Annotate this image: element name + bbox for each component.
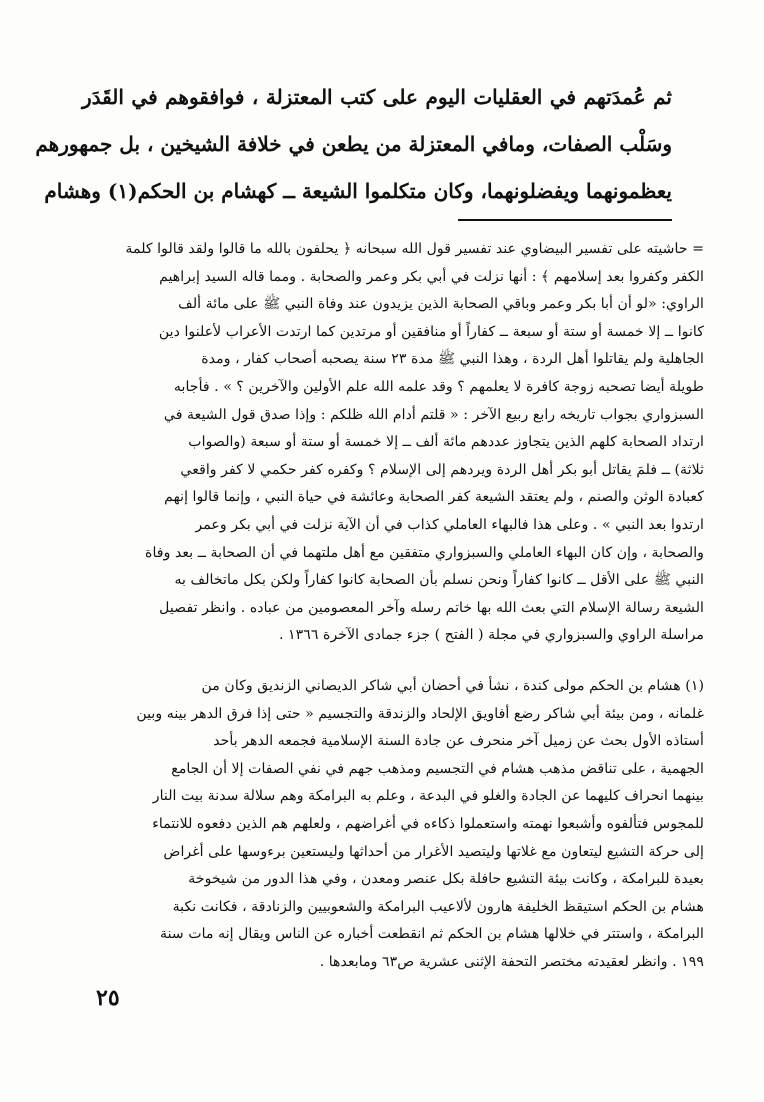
footnote-line: (١) هشام بن الحكم مولى كندة ، نشأ في أحضان أبي شاكر الديصاني الزنديق وكان من	[201, 678, 704, 694]
footnote-1	[56, 673, 704, 977]
footnote-line: الشيعة رسالة الإسلام التي بعث الله بها خاتم رسله وآخر المعصومين من عباده . وانظر تفصيل	[159, 599, 704, 616]
footnote-line: السبزواري بجواب تاريخه رابع ربيع الآخر : « قلتم أدام الله ظلكم : وإذا صدق قول الشيعة في	[163, 406, 704, 423]
footnote-line: كانوا ــ إلا خمسة أو ستة أو سبعة ــ كفاراً أو منافقين أو مرتدين كما ارتدت الأعراب لأعلنوا دين	[158, 323, 704, 340]
main-text-line: وسَلْب الصفات، ومافي المعتزلة من يطعن في خلافة الشيخين ، بل جمهورهم	[35, 132, 672, 156]
main-text-line: ثم عُمدَتهم في العقليات اليوم على كتب المعتزلة ، فوافقوهم في القَدَر	[82, 85, 672, 109]
footnote-line: ١٩٩ . وانظر لعقيدته مختصر التحفة الإثنى عشرية ص٦٣ ومابعدها .	[319, 953, 704, 970]
footnote-line: كعبادة الوثن والصنم ، ولم يعتقد الشيعة كفر الصحابة وعائشة في حياة النبي ، وإنما قالوا إنهم	[164, 489, 704, 506]
footnote-line: بعيدة للبرامكة ، وكانت بيئة التشيع حافلة بكل عنصر ومعدن ، وفي هذا الدور من شيخوخة	[188, 871, 704, 888]
footnote-line: ارتدوا بعد النبي » . وعلى هذا فالبهاء العاملي كذاب في أن الآية نزلت في أبي بكر وعمر	[195, 516, 704, 533]
footnote-line: غلمانه ، ومن بيئة أبي شاكر رضع أفاويق الإلحاد والزندقة والتجسيم « حتى إذا فرق الدهر بينه وبين	[136, 705, 704, 722]
footnote-line: الكفر وكفروا بعد إسلامهم ﴾ : أنها نزلت في أبي بكر وعمر والصحابة . ومما قاله السيد إبراهيم	[159, 268, 704, 285]
footnote-line: النبي ﷺ على الأقل ــ كانوا كفاراً ونحن نسلم بأن الصحابة كانوا كفاراً ولكن بكل ماتخالف به	[174, 572, 704, 589]
footnote-line: الراوي: «لو أن أبا بكر وعمر وباقي الصحابة الذين يزيدون عند وفاة النبي ﷺ على مائة ألف	[178, 296, 704, 313]
footnote-line: والصحابة ، وإن كان البهاء العاملي والسبزواري متفقين مع أهل ملتهما في أن الصحابة ــ بعد وفاة	[145, 544, 704, 561]
footnote-line: ارتداد الصحابة كلهم الذين يتجاوز عددهم مائة ألف ــ إلا خمسة أو ستة أو سبعة (والصواب	[188, 434, 704, 451]
footnote-line: بينهما انحراف كليهما عن الجادة والغلو في البدعة ، وعلم به البرامكة وهم سلالة سدنة بيت النار	[152, 788, 704, 805]
footnote-separator	[458, 219, 672, 221]
footnote-line: للمجوس فتألفوه وأشبعوا نهمته واستعملوا ذكاءه في أغراضهم ، ولعلهم هم الذين دفعوه للانتماء	[152, 815, 704, 832]
footnote-line: هشام بن الحكم استيقظ الخليفة هارون لألاعيب البرامكة والشعوبيين والزنادقة ، فكانت نكبة	[172, 898, 704, 915]
footnote-line: = حاشيته على تفسير البيضاوي عند تفسير قول الله سبحانه ﴿ يحلفون بالله ما قالوا ولقد قالوا كلمة	[125, 241, 704, 257]
footnote-line: طويلة أيضا تصحبه زوجة كافرة لا يعلمهم ؟ وقد علمه الله علم الأولين والآخرين ؟ » . فأجابه	[173, 378, 704, 395]
footnote-line: الجاهلية ولم يقاتلوا أهل الردة ، وهذا النبي ﷺ مدة ٢٣ سنة يصحبه أصحاب كفار ، ومدة	[201, 351, 704, 368]
continued-footnote	[56, 236, 704, 650]
footnote-line: مراسلة الراوي والسبزواري في مجلة ( الفتح ) جزء جمادى الآخرة ١٣٦٦ .	[279, 627, 704, 644]
footnotes	[56, 236, 704, 977]
footnote-line: البرامكة ، واستتر في خلالها هشام بن الحكم ثم انقطعت أخباره عن الناس ويقال إنه مات سنة	[160, 926, 704, 943]
footnote-line: ثلاثة) ــ فلمَ يقاتل أبو بكر أهل الردة ويردهم إلى الإسلام ؟ وكفره كفر حكمي لا كفر واقعي	[180, 461, 704, 478]
page-number: ٢٥	[96, 985, 120, 1011]
main-text-line: يعظمونهما ويفضلونهما، وكان متكلموا الشيعة ــ كهشام بن الحكم(١) وهشام	[44, 179, 672, 203]
main-text	[35, 74, 672, 215]
footnote-line: إلى حركة التشيع ليتعاون مع غلاتها وليتصيد الأغرار من أحداثها وليستعين برءوسها على أغراض	[163, 843, 704, 860]
footnote-line: أستاذه الأول بحث عن زميل آخر منحرف عن جادة السنة الإسلامية فجمعه الدهر بأحد	[213, 733, 704, 750]
footnote-line: الجهمية ، على تناقض مذهب هشام في التجسيم ومذهب جهم في نفي الصفات إلا أن الجامع	[171, 760, 704, 777]
